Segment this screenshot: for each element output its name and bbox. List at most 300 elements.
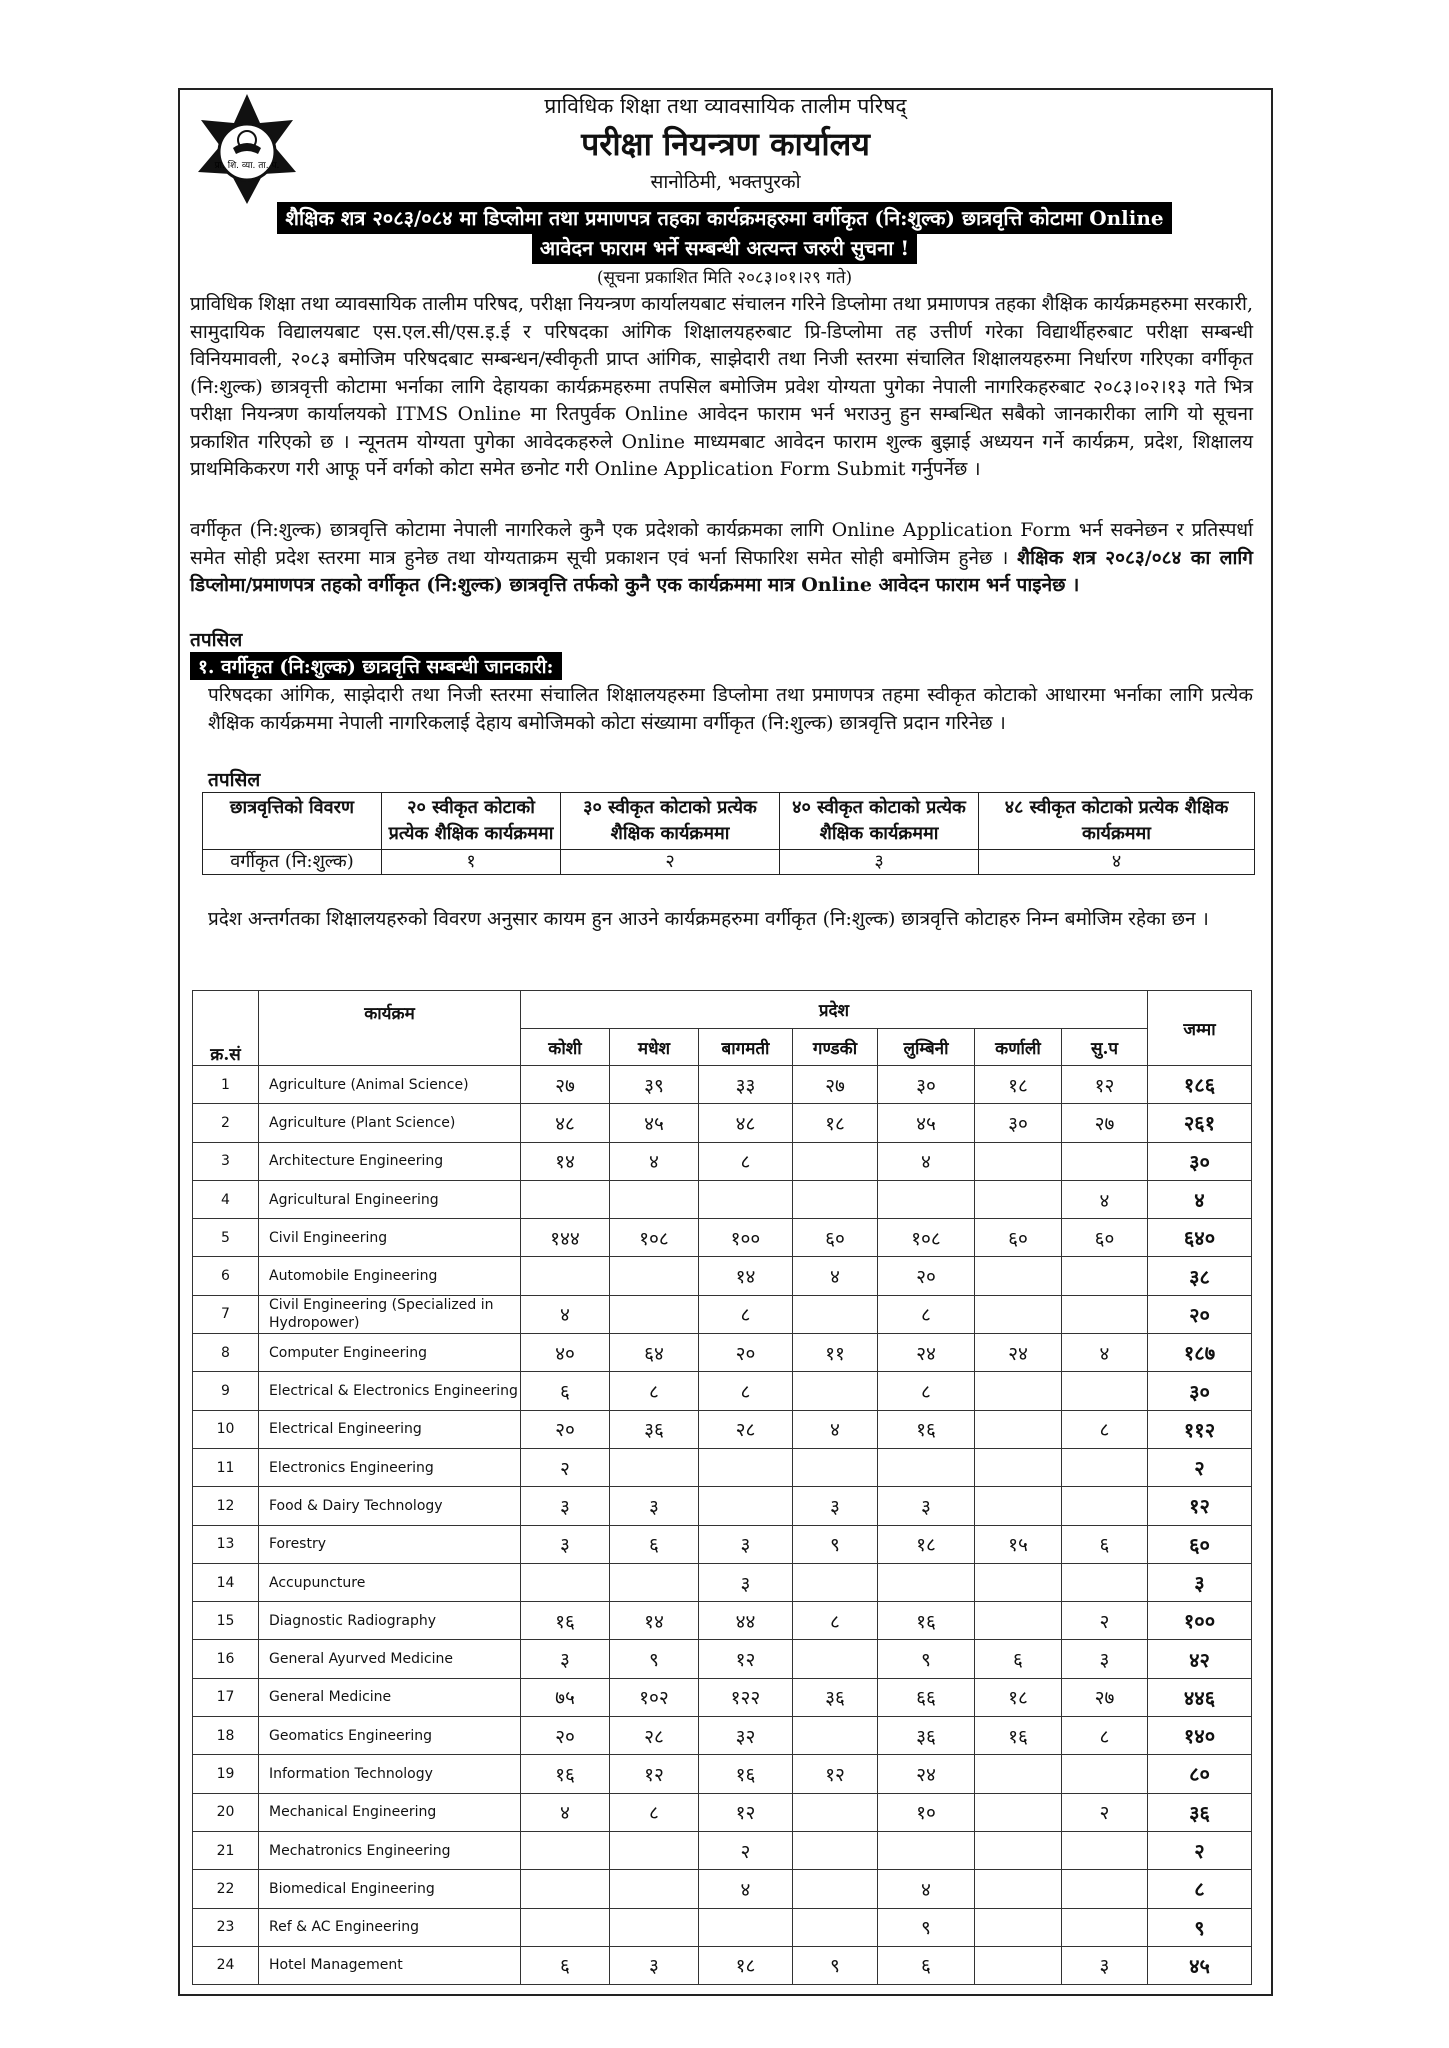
row-province-value: ६ bbox=[878, 1946, 975, 1984]
row-serial: 2 bbox=[193, 1104, 259, 1142]
row-province-value: ४ bbox=[521, 1295, 610, 1333]
sn-header: क्र.सं bbox=[193, 991, 259, 1066]
row-province-value: ८ bbox=[699, 1142, 793, 1180]
row-province-value: ३३ bbox=[699, 1066, 793, 1104]
row-province-value bbox=[1062, 1831, 1148, 1869]
row-province-value: ६० bbox=[793, 1219, 878, 1257]
row-province-value: १२२ bbox=[699, 1678, 793, 1716]
row-program: Computer Engineering bbox=[259, 1334, 521, 1372]
row-province-value: २० bbox=[699, 1334, 793, 1372]
row-total: १८७ bbox=[1148, 1334, 1252, 1372]
row-serial: 18 bbox=[193, 1717, 259, 1755]
row-serial: 7 bbox=[193, 1295, 259, 1333]
row-serial: 21 bbox=[193, 1831, 259, 1869]
quota-cell: ४ bbox=[979, 850, 1255, 875]
row-province-value bbox=[975, 1257, 1062, 1295]
paragraph-province-rule-bold: शैक्षिक शत्र २०८३/०८४ का लागि डिप्लोमा/प्रमाणपत्र तहको वर्गीकृत (नि:शुल्क) छात्रवृत्ति तर्फको कुनै एक कार्यक्रममा मात्र Online आवेदन फाराम भर्न पाइनेछ । bbox=[190, 546, 1253, 596]
row-province-value: १४४ bbox=[521, 1219, 610, 1257]
province-gandaki: गण्डकी bbox=[793, 1029, 878, 1066]
row-province-value bbox=[975, 1180, 1062, 1218]
row-program: Civil Engineering bbox=[259, 1219, 521, 1257]
row-province-value: ४ bbox=[878, 1870, 975, 1908]
row-province-value bbox=[521, 1180, 610, 1218]
row-province-value: ४५ bbox=[878, 1104, 975, 1142]
row-program: Diagnostic Radiography bbox=[259, 1602, 521, 1640]
row-serial: 10 bbox=[193, 1410, 259, 1448]
row-total: ४२ bbox=[1148, 1640, 1252, 1678]
row-province-value bbox=[793, 1142, 878, 1180]
row-province-value: ३२ bbox=[699, 1717, 793, 1755]
row-total: ३८ bbox=[1148, 1257, 1252, 1295]
row-province-value: १६ bbox=[878, 1602, 975, 1640]
row-serial: 11 bbox=[193, 1448, 259, 1486]
row-province-value bbox=[521, 1563, 610, 1601]
row-province-value: १४ bbox=[610, 1602, 699, 1640]
row-program: Electronics Engineering bbox=[259, 1448, 521, 1486]
table-row bbox=[193, 1257, 1252, 1295]
row-serial: 6 bbox=[193, 1257, 259, 1295]
row-total: ८ bbox=[1148, 1870, 1252, 1908]
row-province-value: ३६ bbox=[878, 1717, 975, 1755]
quota-header-cell: २० स्वीकृत कोटाको प्रत्येक शैक्षिक कार्यक्रममा bbox=[382, 793, 561, 850]
program-quota-table bbox=[192, 990, 1252, 1985]
row-province-value: २४ bbox=[878, 1334, 975, 1372]
row-total: ११२ bbox=[1148, 1410, 1252, 1448]
row-total: ३० bbox=[1148, 1372, 1252, 1410]
row-province-value bbox=[1062, 1908, 1148, 1946]
row-province-value: ८ bbox=[1062, 1717, 1148, 1755]
row-province-value bbox=[975, 1870, 1062, 1908]
row-province-value bbox=[610, 1257, 699, 1295]
office-title: परीक्षा नियन्त्रण कार्यालय bbox=[581, 125, 870, 163]
row-province-value bbox=[975, 1372, 1062, 1410]
row-province-value: ३ bbox=[793, 1487, 878, 1525]
row-serial: 16 bbox=[193, 1640, 259, 1678]
row-program: Agriculture (Animal Science) bbox=[259, 1066, 521, 1104]
row-province-value: १५ bbox=[975, 1525, 1062, 1563]
table-row bbox=[193, 1908, 1252, 1946]
row-province-value bbox=[1062, 1563, 1148, 1601]
tapsil-heading-2: तपसिल bbox=[208, 769, 261, 791]
row-province-value bbox=[793, 1180, 878, 1218]
table-row bbox=[193, 1640, 1252, 1678]
row-province-value bbox=[699, 1448, 793, 1486]
row-total: ६४० bbox=[1148, 1219, 1252, 1257]
row-province-value bbox=[793, 1870, 878, 1908]
row-province-value: ७५ bbox=[521, 1678, 610, 1716]
row-province-value: २० bbox=[878, 1257, 975, 1295]
row-total: ६० bbox=[1148, 1525, 1252, 1563]
row-province-value bbox=[975, 1410, 1062, 1448]
program-header: कार्यक्रम bbox=[259, 991, 521, 1066]
row-total: १८६ bbox=[1148, 1066, 1252, 1104]
row-serial: 15 bbox=[193, 1602, 259, 1640]
row-province-value bbox=[878, 1180, 975, 1218]
row-province-value: १०८ bbox=[878, 1219, 975, 1257]
row-province-value: १४ bbox=[699, 1257, 793, 1295]
row-province-value: १८ bbox=[975, 1678, 1062, 1716]
row-province-value: १०० bbox=[699, 1219, 793, 1257]
row-province-value: ९ bbox=[878, 1908, 975, 1946]
row-province-value bbox=[975, 1448, 1062, 1486]
row-province-value bbox=[1062, 1295, 1148, 1333]
row-province-value bbox=[610, 1870, 699, 1908]
table-row bbox=[193, 1334, 1252, 1372]
row-province-value: ६० bbox=[975, 1219, 1062, 1257]
row-province-value bbox=[975, 1487, 1062, 1525]
row-serial: 9 bbox=[193, 1372, 259, 1410]
paragraph-province-rule bbox=[190, 517, 1253, 600]
row-province-value: २ bbox=[1062, 1602, 1148, 1640]
row-program: Agricultural Engineering bbox=[259, 1180, 521, 1218]
row-province-value bbox=[793, 1448, 878, 1486]
row-province-value: ६६ bbox=[878, 1678, 975, 1716]
total-header: जम्मा bbox=[1148, 991, 1252, 1066]
row-province-value: ३ bbox=[521, 1487, 610, 1525]
row-province-value: १० bbox=[878, 1793, 975, 1831]
row-province-value: ८ bbox=[699, 1372, 793, 1410]
table-row bbox=[193, 1602, 1252, 1640]
paragraph-quota-info: परिषदका आंगिक, साझेदारी तथा निजी स्तरमा संचालित शिक्षालयहरुमा डिप्लोमा तथा प्रमाणपत्र तहमा स्वीकृत कोटाको आधारमा भर्नाका लागि प्रत्येक शैक्षिक कार्यक्रममा नेपाली नागरिकलाई देहाय बमोजिमको कोटा संख्यामा वर्गीकृत (नि:शुल्क) छात्रवृत्ति प्रदान गरिनेछ । bbox=[208, 684, 1253, 734]
row-province-value: २ bbox=[699, 1831, 793, 1869]
row-serial: 22 bbox=[193, 1870, 259, 1908]
row-serial: 3 bbox=[193, 1142, 259, 1180]
row-province-value: ११ bbox=[793, 1334, 878, 1372]
row-program: Automobile Engineering bbox=[259, 1257, 521, 1295]
row-total: ४५ bbox=[1148, 1946, 1252, 1984]
row-province-value: १६ bbox=[699, 1755, 793, 1793]
row-province-value: ९ bbox=[793, 1525, 878, 1563]
row-province-value: ६ bbox=[521, 1946, 610, 1984]
row-program: General Ayurved Medicine bbox=[259, 1640, 521, 1678]
row-province-value: २८ bbox=[610, 1717, 699, 1755]
province-karnali: कर्णाली bbox=[975, 1029, 1062, 1066]
row-province-value: ८ bbox=[878, 1372, 975, 1410]
row-program: Hotel Management bbox=[259, 1946, 521, 1984]
province-bagmati: बागमती bbox=[699, 1029, 793, 1066]
row-province-value: ६ bbox=[975, 1640, 1062, 1678]
row-province-value: २७ bbox=[521, 1066, 610, 1104]
row-province-value bbox=[610, 1295, 699, 1333]
row-province-value bbox=[878, 1563, 975, 1601]
row-province-value: १६ bbox=[878, 1410, 975, 1448]
row-province-value bbox=[878, 1831, 975, 1869]
quota-header-cell: ३० स्वीकृत कोटाको प्रत्येक शैक्षिक कार्यक्रममा bbox=[561, 793, 780, 850]
row-total: ३० bbox=[1148, 1142, 1252, 1180]
row-province-value bbox=[975, 1142, 1062, 1180]
row-province-value: ३ bbox=[610, 1946, 699, 1984]
row-province-value: ८ bbox=[793, 1602, 878, 1640]
row-serial: 5 bbox=[193, 1219, 259, 1257]
row-province-value: ४ bbox=[1062, 1180, 1148, 1218]
row-program: Forestry bbox=[259, 1525, 521, 1563]
row-total: ९ bbox=[1148, 1908, 1252, 1946]
quota-cell: वर्गीकृत (नि:शुल्क) bbox=[203, 850, 382, 875]
row-province-value bbox=[1062, 1448, 1148, 1486]
province-lumbini: लुम्बिनी bbox=[878, 1029, 975, 1066]
table-row bbox=[193, 1793, 1252, 1831]
quota-cell: २ bbox=[561, 850, 780, 875]
table-row bbox=[193, 1946, 1252, 1984]
row-province-value: १०२ bbox=[610, 1678, 699, 1716]
row-province-value bbox=[699, 1180, 793, 1218]
notice-title-line1: शैक्षिक शत्र २०८३/०८४ मा डिप्लोमा तथा प्रमाणपत्र तहका कार्यक्रमहरुमा वर्गीकृत (नि:शुल्क) छात्रवृत्ति कोटामा Online bbox=[0, 202, 1449, 234]
row-province-value bbox=[975, 1755, 1062, 1793]
row-province-value bbox=[975, 1295, 1062, 1333]
table-row bbox=[193, 1525, 1252, 1563]
row-province-value: ३६ bbox=[793, 1678, 878, 1716]
row-program: Electrical Engineering bbox=[259, 1410, 521, 1448]
row-province-value: ४८ bbox=[521, 1104, 610, 1142]
row-province-value: २ bbox=[1062, 1793, 1148, 1831]
row-province-value bbox=[975, 1946, 1062, 1984]
row-province-value: ४ bbox=[521, 1793, 610, 1831]
quota-cell: ३ bbox=[780, 850, 979, 875]
row-province-value bbox=[793, 1793, 878, 1831]
notice-title-line2: आवेदन फाराम भर्ने सम्बन्धी अत्यन्त जरुरी सुचना ! bbox=[0, 232, 1449, 264]
row-province-value: १२ bbox=[1062, 1066, 1148, 1104]
row-total: १२ bbox=[1148, 1487, 1252, 1525]
row-province-value: ६० bbox=[1062, 1219, 1148, 1257]
table-row bbox=[193, 1487, 1252, 1525]
row-province-value: २ bbox=[521, 1448, 610, 1486]
row-province-value bbox=[610, 1908, 699, 1946]
table-row bbox=[193, 1295, 1252, 1333]
row-program: General Medicine bbox=[259, 1678, 521, 1716]
row-province-value bbox=[699, 1908, 793, 1946]
row-program: Mechanical Engineering bbox=[259, 1793, 521, 1831]
row-province-value: ८ bbox=[610, 1372, 699, 1410]
row-province-value bbox=[793, 1372, 878, 1410]
row-province-value: ३ bbox=[610, 1487, 699, 1525]
row-province-value: २० bbox=[521, 1717, 610, 1755]
row-province-value: १२ bbox=[699, 1640, 793, 1678]
row-province-value: २७ bbox=[793, 1066, 878, 1104]
organization-name: प्राविधिक शिक्षा तथा व्यावसायिक तालीम परिषद् bbox=[544, 94, 907, 118]
row-total: ८० bbox=[1148, 1755, 1252, 1793]
row-province-value: ३ bbox=[521, 1640, 610, 1678]
row-total: ४४६ bbox=[1148, 1678, 1252, 1716]
table-row bbox=[193, 1563, 1252, 1601]
row-province-value: ६ bbox=[1062, 1525, 1148, 1563]
logo-text: प्रा. शि. व्या. ता. प. bbox=[214, 161, 280, 171]
row-program: Civil Engineering (Specialized in Hydropower) bbox=[259, 1295, 521, 1333]
table-row bbox=[193, 1180, 1252, 1218]
row-province-value: ४० bbox=[521, 1334, 610, 1372]
table-row bbox=[193, 1448, 1252, 1486]
paragraph-intro: प्राविधिक शिक्षा तथा व्यावसायिक तालीम परिषद, परीक्षा नियन्त्रण कार्यालयबाट संचालन गरिने डिप्लोमा तथा प्रमाणपत्र तहका शैक्षिक कार्यक्रमहरुमा सरकारी, सामुदायिक विद्यालयबाट एस.एल.सी/एस.इ.ई र परिषदका आंगिक शिक्षालयहरुबाट प्रि-डिप्लोमा तह उत्तीर्ण गरेका विद्यार्थीहरुबाट परीक्षा सम्बन्धी विनियमावली, २०८३ बमोजिम परिषदबाट सम्बन्धन/स्वीकृती प्राप्त आंगिक, साझेदारी तथा निजी स्तरमा संचालित शिक्षालयहरुमा निर्धारण गरिएका वर्गीकृत (नि:शुल्क) छात्रवृत्ती कोटामा भर्नाका लागि देहायका कार्यक्रमहरुमा तपसिल बमोजिम प्रवेश योग्यता पुगेका नेपाली नागरिकहरुबाट २०८३।०२।१३ गते भित्र परीक्षा नियन्त्रण कार्यालयको ITMS Online मा रितपुर्वक Online आवेदन फाराम भर्न भराउनु हुन सम्बन्धित सबैको जानकारीका लागि यो सूचना प्रकाशित गरिएको छ । न्यूनतम योग्यता पुगेका आवेदकहरुले Online माध्यमबाट आवेदन फाराम शुल्क बुझाई अध्ययन गर्ने कार्यक्रम, प्रदेश, शिक्षालय प्राथमिकिकरण गरी आफू पर्ने वर्गको कोटा समेत छनोट गरी Online Application Form Submit गर्नुपर्नेछ । bbox=[190, 293, 1253, 480]
table-row bbox=[193, 1066, 1252, 1104]
row-province-value bbox=[610, 1180, 699, 1218]
row-province-value: १८ bbox=[793, 1104, 878, 1142]
row-province-value: ६ bbox=[521, 1372, 610, 1410]
row-province-value: ९ bbox=[878, 1640, 975, 1678]
row-province-value bbox=[1062, 1487, 1148, 1525]
row-province-value: १६ bbox=[521, 1602, 610, 1640]
quota-header-cell: ४८ स्वीकृत कोटाको प्रत्येक शैक्षिक कार्यक्रममा bbox=[979, 793, 1255, 850]
row-province-value bbox=[793, 1717, 878, 1755]
row-serial: 20 bbox=[193, 1793, 259, 1831]
row-program: Agriculture (Plant Science) bbox=[259, 1104, 521, 1142]
row-province-value bbox=[793, 1563, 878, 1601]
row-province-value: ३ bbox=[521, 1525, 610, 1563]
province-madhesh: मधेश bbox=[610, 1029, 699, 1066]
row-province-value: ३० bbox=[878, 1066, 975, 1104]
row-province-value: १६ bbox=[975, 1717, 1062, 1755]
row-province-value: ८ bbox=[878, 1295, 975, 1333]
row-province-value bbox=[975, 1908, 1062, 1946]
row-province-value bbox=[521, 1870, 610, 1908]
row-province-value: ३० bbox=[975, 1104, 1062, 1142]
row-province-value: १०८ bbox=[610, 1219, 699, 1257]
row-province-value bbox=[521, 1908, 610, 1946]
row-serial: 1 bbox=[193, 1066, 259, 1104]
table-row bbox=[193, 1678, 1252, 1716]
row-serial: 17 bbox=[193, 1678, 259, 1716]
row-province-value: ३ bbox=[1062, 1946, 1148, 1984]
row-province-value: ८ bbox=[699, 1295, 793, 1333]
row-province-value bbox=[521, 1257, 610, 1295]
row-province-value: २७ bbox=[1062, 1104, 1148, 1142]
row-province-value: ३ bbox=[699, 1525, 793, 1563]
row-total: १४० bbox=[1148, 1717, 1252, 1755]
row-province-value: ४ bbox=[1062, 1334, 1148, 1372]
row-province-value: ४४ bbox=[699, 1602, 793, 1640]
row-total: १०० bbox=[1148, 1602, 1252, 1640]
row-program: Architecture Engineering bbox=[259, 1142, 521, 1180]
row-province-value: २० bbox=[521, 1410, 610, 1448]
row-province-value bbox=[610, 1448, 699, 1486]
row-province-value bbox=[793, 1831, 878, 1869]
row-total: ४ bbox=[1148, 1180, 1252, 1218]
row-province-value bbox=[610, 1563, 699, 1601]
quota-table bbox=[202, 792, 1255, 875]
row-province-value bbox=[975, 1563, 1062, 1601]
row-province-value bbox=[793, 1640, 878, 1678]
table-row bbox=[193, 1372, 1252, 1410]
row-province-value: ४ bbox=[699, 1870, 793, 1908]
row-total: २६१ bbox=[1148, 1104, 1252, 1142]
row-province-value: १८ bbox=[878, 1525, 975, 1563]
office-address: सानोठिमी, भक्तपुरको bbox=[650, 171, 801, 193]
row-program: Electrical & Electronics Engineering bbox=[259, 1372, 521, 1410]
row-province-value: ८ bbox=[1062, 1410, 1148, 1448]
row-province-value: ८ bbox=[610, 1793, 699, 1831]
row-province-value: १६ bbox=[521, 1755, 610, 1793]
row-province-value: ३ bbox=[878, 1487, 975, 1525]
row-province-value bbox=[975, 1831, 1062, 1869]
row-province-value: ६४ bbox=[610, 1334, 699, 1372]
quota-header-cell: ४० स्वीकृत कोटाको प्रत्येक शैक्षिक कार्यक्रममा bbox=[780, 793, 979, 850]
row-province-value bbox=[699, 1487, 793, 1525]
row-serial: 19 bbox=[193, 1755, 259, 1793]
table-row bbox=[193, 1717, 1252, 1755]
row-province-value: ४ bbox=[793, 1410, 878, 1448]
row-serial: 24 bbox=[193, 1946, 259, 1984]
row-province-value bbox=[793, 1295, 878, 1333]
row-province-value: ६ bbox=[610, 1525, 699, 1563]
row-province-value: ४ bbox=[793, 1257, 878, 1295]
row-program: Food & Dairy Technology bbox=[259, 1487, 521, 1525]
row-province-value bbox=[975, 1793, 1062, 1831]
quota-row bbox=[203, 850, 1255, 875]
row-province-value bbox=[1062, 1870, 1148, 1908]
row-program: Ref & AC Engineering bbox=[259, 1908, 521, 1946]
row-province-value: ९ bbox=[610, 1640, 699, 1678]
row-province-value: १८ bbox=[975, 1066, 1062, 1104]
paragraph-province-rule-text: वर्गीकृत (नि:शुल्क) छात्रवृत्ति कोटामा नेपाली नागरिकले कुनै एक प्रदेशको कार्यक्रमका लागि Online Application Form भर्न सक्नेछन र प्रतिस्पर्धा समेत सोही प्रदेश स्तरमा मात्र हुनेछ तथा योग्यताक्रम सूची प्रकाशन एवं भर्ना सिफारिश समेत सोही बमोजिम हुनेछ । bbox=[190, 519, 1253, 569]
row-program: Biomedical Engineering bbox=[259, 1870, 521, 1908]
table-row bbox=[193, 1870, 1252, 1908]
row-province-value: ४५ bbox=[610, 1104, 699, 1142]
row-province-value bbox=[793, 1908, 878, 1946]
row-province-value: २४ bbox=[975, 1334, 1062, 1372]
row-province-value bbox=[1062, 1142, 1148, 1180]
row-province-value bbox=[521, 1831, 610, 1869]
row-total: २ bbox=[1148, 1831, 1252, 1869]
row-total: ३ bbox=[1148, 1563, 1252, 1601]
province-koshi: कोशी bbox=[521, 1029, 610, 1066]
tapsil-heading: तपसिल bbox=[190, 629, 243, 651]
row-province-value: ३ bbox=[1062, 1640, 1148, 1678]
table-row bbox=[193, 1410, 1252, 1448]
table-row bbox=[193, 1831, 1252, 1869]
quota-cell: १ bbox=[382, 850, 561, 875]
row-province-value: २७ bbox=[1062, 1678, 1148, 1716]
row-program: Information Technology bbox=[259, 1755, 521, 1793]
row-province-value: १४ bbox=[521, 1142, 610, 1180]
table-row bbox=[193, 1219, 1252, 1257]
row-province-value: ३६ bbox=[610, 1410, 699, 1448]
row-total: २० bbox=[1148, 1295, 1252, 1333]
table-row bbox=[193, 1142, 1252, 1180]
row-province-value: २४ bbox=[878, 1755, 975, 1793]
row-province-value bbox=[1062, 1257, 1148, 1295]
row-province-value: ४ bbox=[610, 1142, 699, 1180]
row-province-value bbox=[878, 1448, 975, 1486]
row-program: Accupuncture bbox=[259, 1563, 521, 1601]
row-serial: 23 bbox=[193, 1908, 259, 1946]
row-serial: 8 bbox=[193, 1334, 259, 1372]
row-province-value: २८ bbox=[699, 1410, 793, 1448]
row-total: २ bbox=[1148, 1448, 1252, 1486]
row-serial: 13 bbox=[193, 1525, 259, 1563]
row-province-value: १२ bbox=[793, 1755, 878, 1793]
row-serial: 12 bbox=[193, 1487, 259, 1525]
row-province-value bbox=[975, 1602, 1062, 1640]
publish-date: (सूचना प्रकाशित मिति २०८३।०१।२९ गते) bbox=[596, 268, 853, 288]
section-1-title: १. वर्गीकृत (नि:शुल्क) छात्रवृत्ति सम्बन्धी जानकारी: bbox=[190, 652, 562, 680]
row-province-value: १२ bbox=[610, 1755, 699, 1793]
row-province-value: ३ bbox=[699, 1563, 793, 1601]
province-header: प्रदेश bbox=[521, 991, 1148, 1029]
row-province-value bbox=[1062, 1755, 1148, 1793]
row-province-value: १८ bbox=[699, 1946, 793, 1984]
row-province-value bbox=[1062, 1372, 1148, 1410]
row-province-value: ९ bbox=[793, 1946, 878, 1984]
row-province-value: ४८ bbox=[699, 1104, 793, 1142]
table-row bbox=[193, 1104, 1252, 1142]
row-province-value: ३९ bbox=[610, 1066, 699, 1104]
row-serial: 4 bbox=[193, 1180, 259, 1218]
row-program: Geomatics Engineering bbox=[259, 1717, 521, 1755]
province-sudurpaschim: सु.प bbox=[1062, 1029, 1148, 1066]
table-row bbox=[193, 1755, 1252, 1793]
row-serial: 14 bbox=[193, 1563, 259, 1601]
paragraph-province-quota: प्रदेश अन्तर्गतका शिक्षालयहरुको विवरण अनुसार कायम हुन आउने कार्यक्रमहरुमा वर्गीकृत (नि:शुल्क) छात्रवृत्ति कोटाहरु निम्न बमोजिम रहेका छन । bbox=[208, 908, 1209, 930]
row-province-value bbox=[610, 1831, 699, 1869]
row-total: ३६ bbox=[1148, 1793, 1252, 1831]
